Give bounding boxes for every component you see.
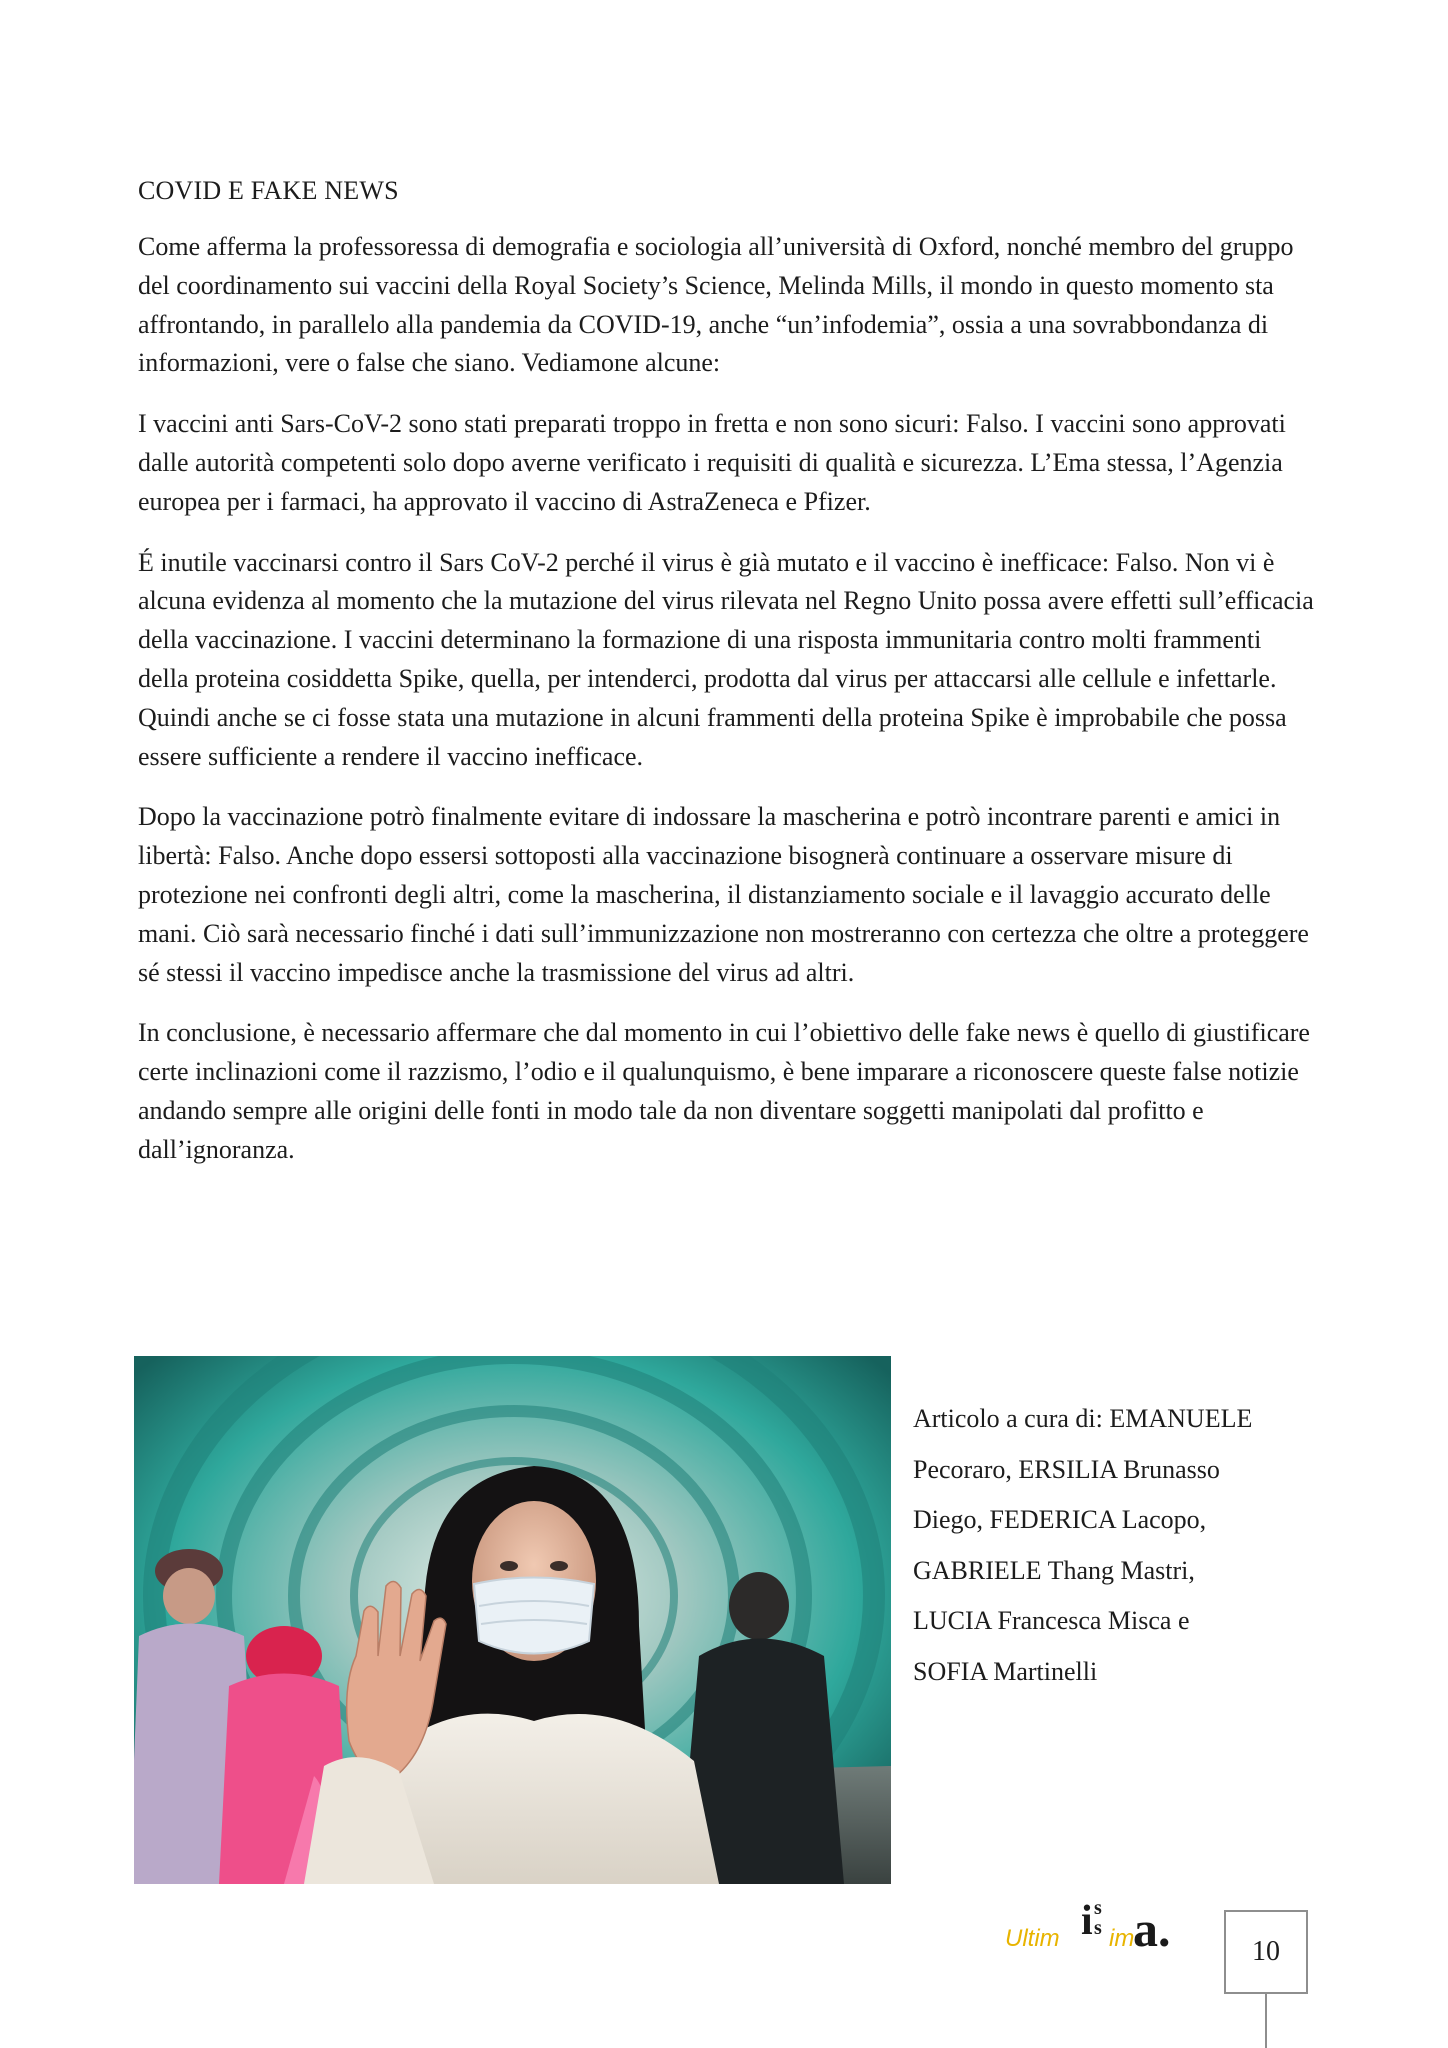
- logo-text-s-top: s: [1094, 1897, 1102, 1919]
- credit-line: Articolo a cura di: EMANUELE: [913, 1404, 1253, 1433]
- page-number-line: [1265, 1994, 1267, 2048]
- credit-line: SOFIA Martinelli: [913, 1656, 1098, 1686]
- logo-text-a: a.: [1133, 1901, 1171, 1957]
- article-paragraph: É inutile vaccinarsi contro il Sars CoV-2 perché il virus è già mutato e il vaccino è inefficace: Falso. Non vi è alcuna evidenza al momento che la mutazione del virus rilevata nel Regno Unito possa avere effetti sull’efficacia della vaccinazione. I vaccini determinano la formazione di una risposta immunitaria contro molti frammenti della proteina cosiddetta Spike, quella, per intenderci, prodotta dal virus per attaccarsi alle cellule e infettarle. Quindi anche se ci fosse stata una mutazione in alcuni frammenti della proteina Spike è improbabile che possa essere sufficiente a rendere il vaccino inefficace.: [138, 547, 1314, 771]
- logo-text-ultim: Ultim: [1005, 1925, 1060, 1952]
- magazine-logo: [1003, 1884, 1183, 1962]
- credit-line: GABRIELE Thang Mastri,: [913, 1555, 1195, 1585]
- article-photo: [134, 1356, 891, 1884]
- logo-text-im: im: [1109, 1925, 1135, 1952]
- article-paragraph: Come afferma la professoressa di demografia e sociologia all’università di Oxford, nonché membro del gruppo del coordinamento sui vaccini della Royal Society’s Science, Melinda Mills, il mondo in questo momento sta affrontando, in parallelo alla pandemia da COVID-19, anche “un’infodemia”, ossia a una sovrabbondanza di informazioni, vere o false che siano. Vediamone alcune:: [138, 232, 1294, 378]
- article-paragraph: Dopo la vaccinazione potrò finalmente evitare di indossare la mascherina e potrò incontrare parenti e amici in libertà: Falso. Anche dopo essersi sottoposti alla vaccinazione bisognerà continuare a osservare misure di protezione nei confronti degli altri, come la mascherina, il distanziamento sociale e il lavaggio accurato delle mani. Ciò sarà necessario finché i dati sull’immunizzazione non mostreranno con certezza che oltre a proteggere sé stessi il vaccino impedisce anche la trasmissione del virus ad altri.: [138, 802, 1309, 987]
- page-number-box: [1224, 1910, 1308, 1994]
- logo-text-s-low: s: [1094, 1917, 1102, 1939]
- credit-line: Pecoraro, ERSILIA Brunasso: [913, 1454, 1220, 1484]
- page-number: 10: [1252, 1936, 1280, 1967]
- article-paragraph: I vaccini anti Sars-CoV-2 sono stati preparati troppo in fretta e non sono sicuri: Falso. I vaccini sono approvati dalle autorità competenti solo dopo averne verificato i requisiti di qualità e sicurezza. L’Ema stessa, l’Agenzia europea per i farmaci, ha approvato il vaccino di AstraZeneca e Pfizer.: [138, 409, 1286, 516]
- article-title: COVID E FAKE NEWS: [138, 176, 399, 205]
- article: [138, 172, 1318, 1192]
- logo-text-i: i: [1081, 1898, 1093, 1944]
- article-credits: [913, 1394, 1333, 1698]
- credit-line: LUCIA Francesca Misca e: [913, 1606, 1190, 1636]
- article-paragraph: In conclusione, è necessario affermare che dal momento in cui l’obiettivo delle fake news è quello di giustificare certe inclinazioni come il razzismo, l’odio e il qualunquismo, è bene imparare a riconoscere queste false notizie andando sempre alle origini delle fonti in modo tale da non diventare soggetti manipolati dal profitto e dall’ignoranza.: [138, 1018, 1310, 1164]
- credit-line: Diego, FEDERICA Lacopo,: [913, 1505, 1207, 1535]
